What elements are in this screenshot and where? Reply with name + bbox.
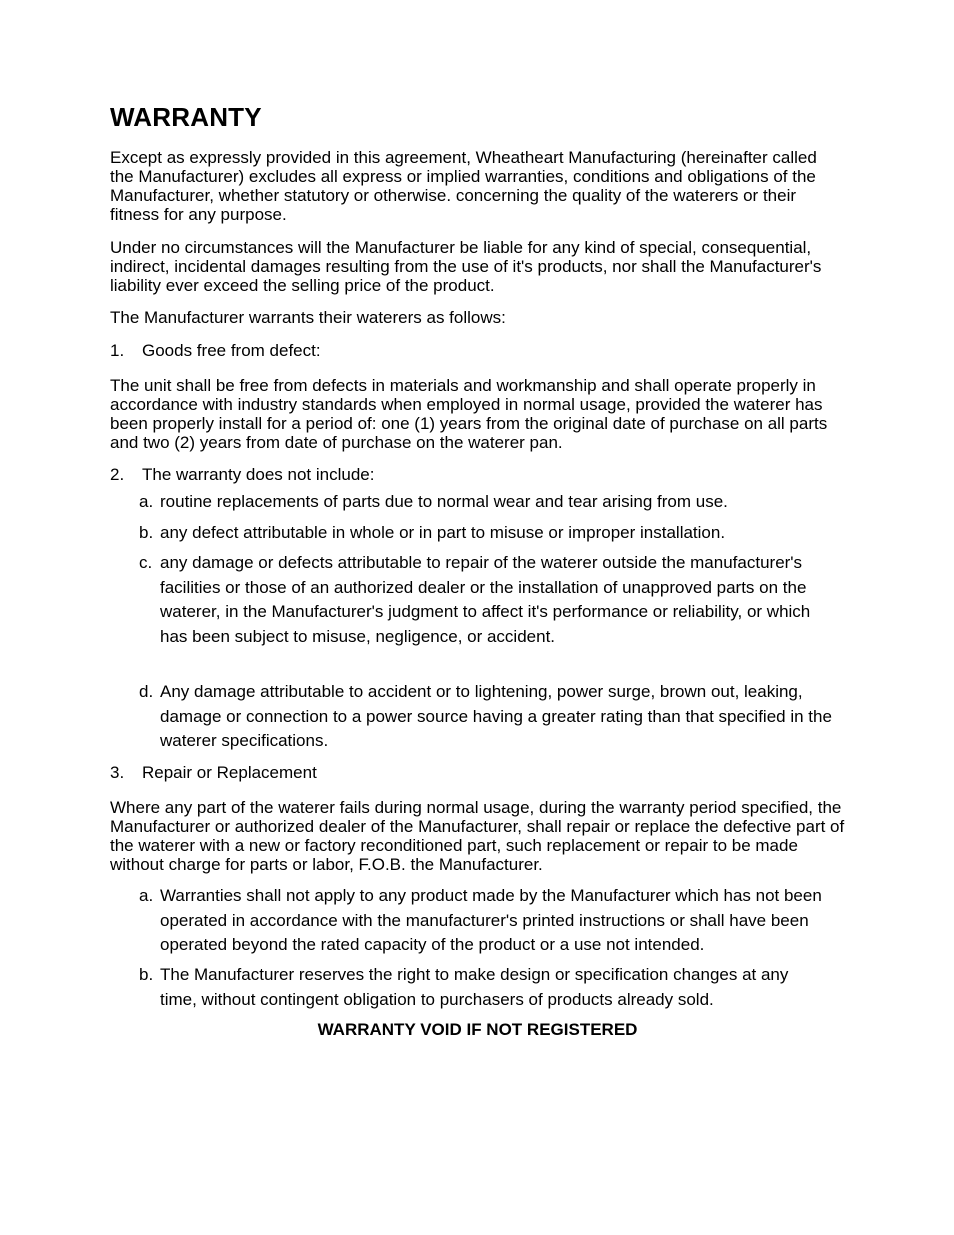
section-1-title: Goods free from defect: [142,341,321,360]
item-letter: c. [139,553,153,572]
section-2-number: 2. [110,465,125,484]
section-2-title: The warranty does not include: [142,465,375,484]
section-2-item-b [139,521,849,546]
item-text: any damage or defects attributable to repair of the waterer outside the manufacturer's facilities or those of an authorized dealer or the installation of unapproved parts on the waterer, in the Manufacturer's judgment to affect it's performance or reliability, or which has been subject to misuse, negligence, or accident. [160,553,811,646]
section-2-item-d [139,680,849,754]
section-3-title: Repair or Replacement [142,763,317,782]
section-2-item-c [139,551,819,649]
void-notice: WARRANTY VOID IF NOT REGISTERED [317,1020,638,1039]
item-text: Warranties shall not apply to any product made by the Manufacturer which has not been operated in accordance with the manufacturer's printed instructions or shall have been operated beyond the rated capacity of the product or a use not intended. [160,886,822,954]
warrants-line: The Manufacturer warrants their waterers as follows: [110,308,506,327]
page-title: WARRANTY [110,102,262,132]
section-2-item-a [139,490,849,515]
item-letter: d. [139,682,154,701]
item-text: Any damage attributable to accident or to lightening, power surge, brown out, leaking, damage or connection to a power source having a greater rating than that specified in the waterer specifications. [160,682,832,750]
item-letter: b. [139,965,154,984]
item-text: routine replacements of parts due to normal wear and tear arising from use. [160,492,728,511]
section-3-item-b [139,963,829,1012]
section-3-number: 3. [110,763,125,782]
item-letter: b. [139,523,154,542]
liability-paragraph: Under no circumstances will the Manufacturer be liable for any kind of special, consequential, indirect, incidental damages resulting from the use of it's products, nor shall the Manufacturer's liability ever exceed the selling price of the product. [110,238,822,295]
section-1-body: The unit shall be free from defects in materials and workmanship and shall operate properly in accordance with industry standards when employed in normal usage, provided the waterer has been properly install for a period of: one (1) years from the original date of purchase on all parts and two (2) years from date of purchase on the waterer pan. [110,376,828,452]
section-2-heading [110,465,374,484]
section-1-number: 1. [110,341,125,360]
item-text: any defect attributable in whole or in part to misuse or improper installation. [160,523,726,542]
intro-paragraph: Except as expressly provided in this agreement, Wheatheart Manufacturing (hereinafter called the Manufacturer) excludes all express or implied warranties, conditions and obligations of the Manufacturer, whether statutory or otherwise. concerning the quality of the waterers or their fitness for any purpose. [110,148,817,224]
item-letter: a. [139,492,154,511]
section-3-body: Where any part of the waterer fails during normal usage, during the warranty period specified, the Manufacturer or authorized dealer of the Manufacturer, shall repair or replace the defective part of the waterer with a new or factory reconditioned part, such replacement or repair to be made without charge for parts or labor, F.O.B. the Manufacturer. [110,798,845,874]
item-letter: a. [139,886,154,905]
section-3-heading [110,763,317,782]
item-text: The Manufacturer reserves the right to make design or specification changes at any time, without contingent obligation to purchasers of products already sold. [160,965,789,1009]
section-1-heading [110,341,321,360]
section-3-item-a [139,884,851,958]
